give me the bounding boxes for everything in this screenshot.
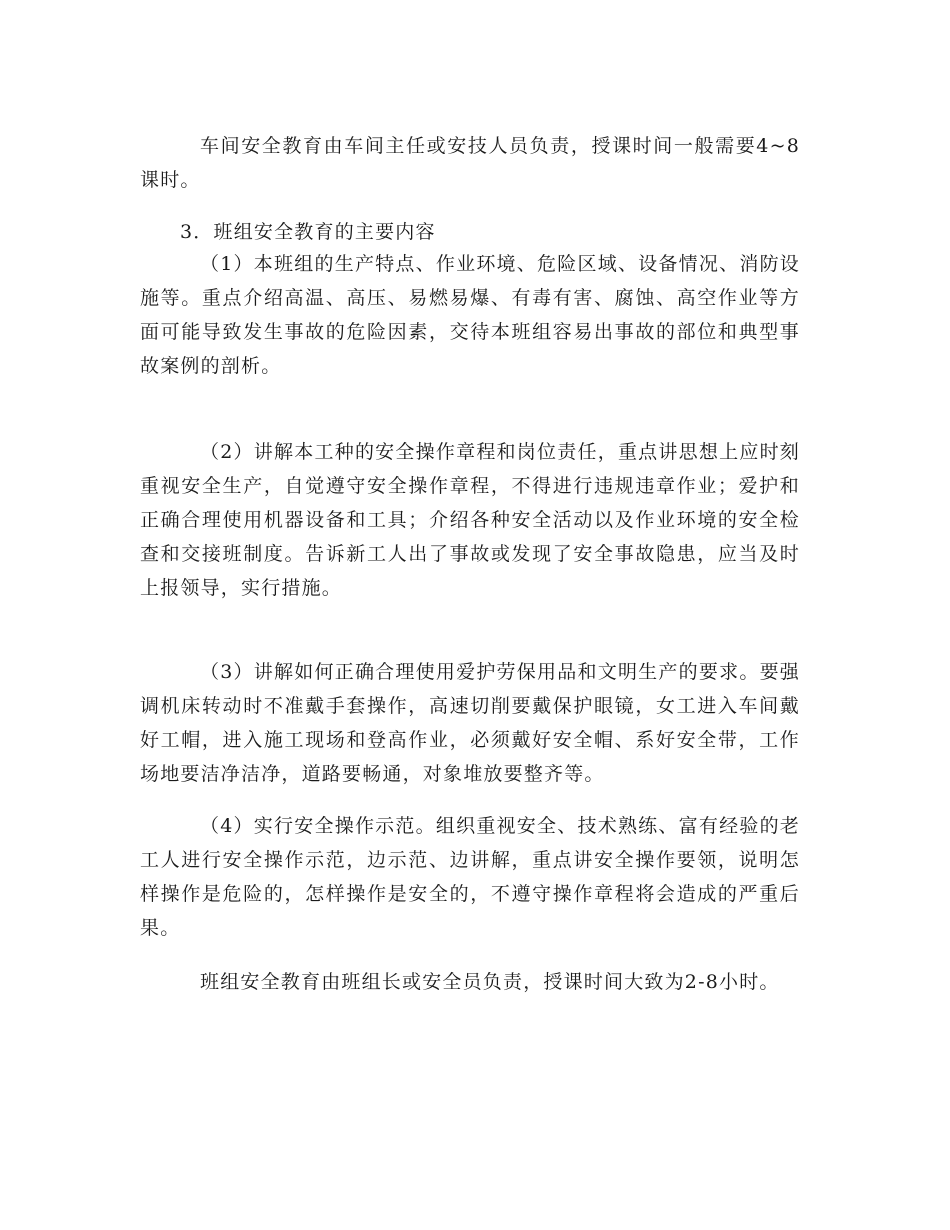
paragraph-workshop-training-duty: 车间安全教育由车间主任或安技人员负责，授课时间一般需要4~8课时。 xyxy=(140,135,800,191)
paragraph-item-4: （4）实行安全操作示范。组织重视安全、技术熟练、富有经验的老工人进行安全操作示范，边示范、边讲解，重点讲安全操作要领，说明怎样操作是危险的，怎样操作是安全的，不遵守操作章程将会造成的严重后果。 xyxy=(140,815,800,939)
paragraph-item-3: （3）讲解如何正确合理使用爱护劳保用品和文明生产的要求。要强调机床转动时不准戴手套操作，高速切削要戴保护眼镜，女工进入车间戴好工帽，进入施工现场和登高作业，必须戴好安全帽、系好安全带，工作场地要洁净洁净，道路要畅通，对象堆放要整齐等。 xyxy=(140,661,800,785)
paragraph-item-1: （1）本班组的生产特点、作业环境、危险区域、设备情况、消防设施等。重点介绍高温、高压、易燃易爆、有毒有害、腐蚀、高空作业等方面可能导致发生事故的危险因素，交待本班组容易出事故的部位和典型事故案例的剖析。 xyxy=(140,253,800,377)
section-heading-team-training: 3．班组安全教育的主要内容 xyxy=(180,221,436,243)
paragraph-item-2: （2）讲解本工种的安全操作章程和岗位责任，重点讲思想上应时刻重视安全生产，自觉遵守安全操作章程，不得进行违规违章作业；爱护和正确合理使用机器设备和工具；介绍各种安全活动以及作业环境的安全检查和交接班制度。告诉新工人出了事故或发现了安全事故隐患，应当及时上报领导，实行措施。 xyxy=(140,441,800,599)
paragraph-team-training-duty: 班组安全教育由班组长或安全员负责，授课时间大致为2-8小时。 xyxy=(200,971,780,993)
